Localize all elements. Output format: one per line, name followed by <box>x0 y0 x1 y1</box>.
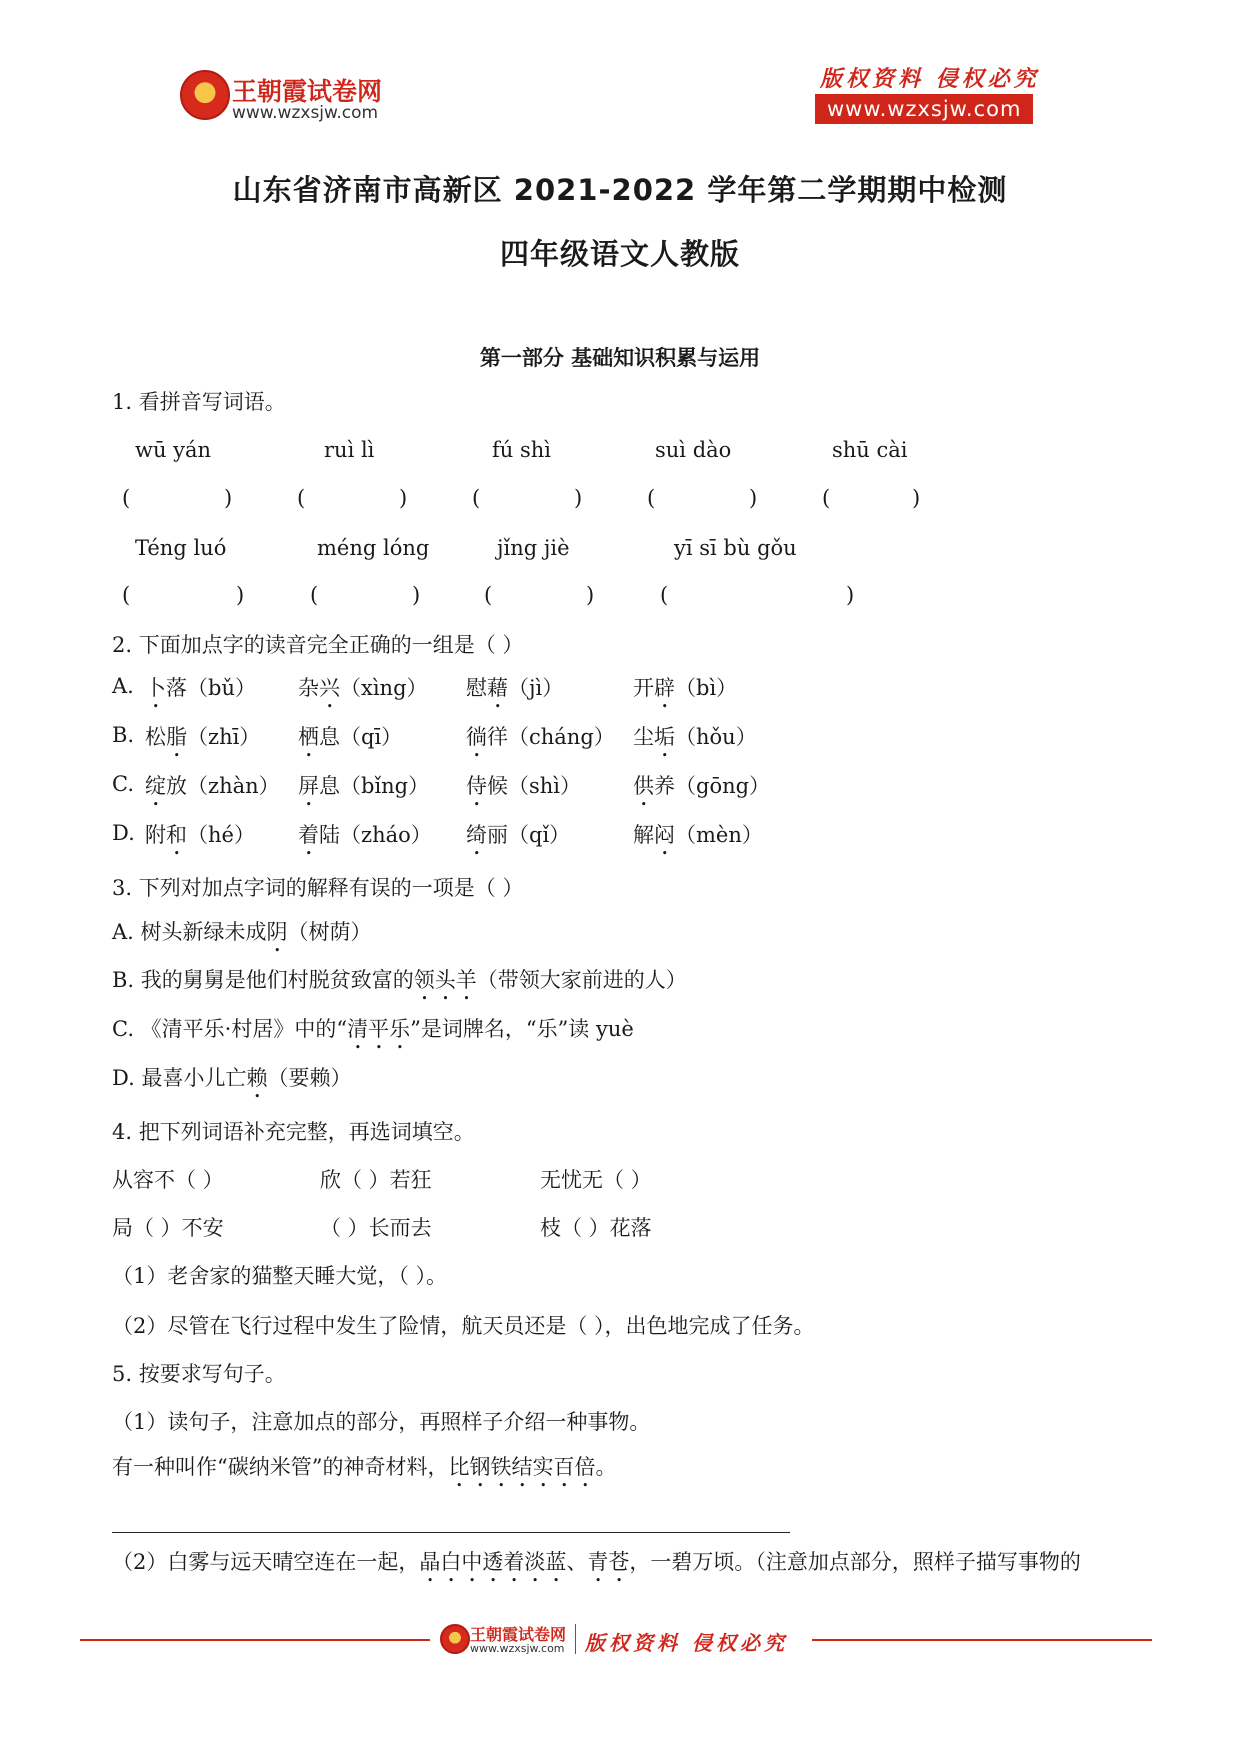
idiom-blank[interactable]: （ ）长而去 <box>320 1216 432 1240</box>
answer-blank-close: ) <box>912 486 921 510</box>
q2-option-item: 卜落（bǔ） <box>145 676 256 700</box>
q2-option-item: 慰藉（jì） <box>466 676 564 700</box>
pinyin: suì dào <box>655 438 732 462</box>
idiom-blank[interactable]: 从容不（ ） <box>112 1168 224 1192</box>
answer-blank-close: ) <box>749 486 758 510</box>
copyright-notice: 版权资料 侵权必究 <box>820 66 1040 92</box>
q2-option-item: 侍候（shì） <box>466 774 582 798</box>
answer-blank-close: ) <box>586 583 595 607</box>
q5-instruction-2: （2）白雾与远天晴空连在一起，晶白中透着淡蓝、青苍，一碧万顷。（注意加点部分，照样子描写事物的 <box>112 1550 1081 1574</box>
q3-prompt: 3. 下列对加点字词的解释有误的一项是（ ） <box>112 876 524 900</box>
q3-option-b[interactable]: B. 我的舅舅是他们村脱贫致富的领头羊（带领大家前进的人） <box>112 968 687 992</box>
q4-sentence-2[interactable]: （2）尽管在飞行过程中发生了险情，航天员还是（ ），出色地完成了任务。 <box>112 1314 815 1338</box>
q4-sentence-1[interactable]: （1）老舍家的猫整天睡大觉，（ ）。 <box>112 1264 448 1288</box>
q2-option-label[interactable]: C. <box>112 772 134 796</box>
idiom-blank[interactable]: 枝（ ）花落 <box>540 1216 652 1240</box>
pinyin: Téng luó <box>135 536 227 560</box>
q2-option-label[interactable]: B. <box>112 723 135 747</box>
q2-option-item: 绽放（zhàn） <box>145 774 280 798</box>
section-heading: 第一部分 基础知识积累与运用 <box>479 345 761 370</box>
q2-option-item: 解闷（mèn） <box>633 823 763 847</box>
q2-option-label[interactable]: A. <box>112 674 134 698</box>
footer-rule-right <box>812 1639 1152 1641</box>
answer-blank-close: ) <box>412 583 421 607</box>
answer-blank-close: ) <box>846 583 855 607</box>
footer-logo-url: www.wzxsjw.com <box>470 1642 565 1655</box>
answer-blank-open[interactable]: ( <box>647 486 656 510</box>
idiom-blank[interactable]: 无忧无（ ） <box>540 1168 652 1192</box>
footer-copyright: 版权资料 侵权必究 <box>585 1631 788 1655</box>
logo-name: 王朝霞试卷网 <box>232 77 383 106</box>
q4-prompt: 4. 把下列词语补充完整，再选词填空。 <box>112 1120 475 1144</box>
logo-emblem <box>180 70 230 120</box>
q5-prompt: 5. 按要求写句子。 <box>112 1362 286 1386</box>
pinyin: jǐng jiè <box>497 536 570 560</box>
idiom-blank[interactable]: 局（ ）不安 <box>112 1216 224 1240</box>
q2-option-item: 尘垢（hǒu） <box>633 725 757 749</box>
footer-divider <box>575 1624 576 1654</box>
q2-option-item: 徜徉（cháng） <box>466 725 615 749</box>
answer-blank-open[interactable]: ( <box>122 583 131 607</box>
q2-option-item: 着陆（zháo） <box>298 823 432 847</box>
pinyin: yī sī bù gǒu <box>674 536 797 560</box>
logo-url: www.wzxsjw.com <box>232 103 379 123</box>
footer-rule-left <box>80 1639 430 1641</box>
q3-option-c[interactable]: C. 《清平乐·村居》中的“清平乐”是词牌名，“乐”读 yuè <box>112 1017 634 1041</box>
answer-blank-open[interactable]: ( <box>310 583 319 607</box>
doc-title-line1: 山东省济南市高新区 2021-2022 学年第二学期期中检测 <box>232 173 1008 207</box>
q2-option-item: 供养（gōng） <box>633 774 771 798</box>
q3-option-d[interactable]: D. 最喜小儿亡赖（要赖） <box>112 1066 352 1090</box>
pinyin: shū cài <box>832 438 908 462</box>
q2-option-item: 开辟（bì） <box>633 676 738 700</box>
q2-option-item: 附和（hé） <box>145 823 255 847</box>
answer-blank-close: ) <box>236 583 245 607</box>
answer-blank-open[interactable]: ( <box>122 486 131 510</box>
answer-blank-close: ) <box>574 486 583 510</box>
answer-blank-open[interactable]: ( <box>822 486 831 510</box>
answer-blank-close: ) <box>224 486 233 510</box>
q2-option-item: 杂兴（xìng） <box>298 676 428 700</box>
q1-prompt: 1. 看拼音写词语。 <box>112 390 286 414</box>
answer-line[interactable] <box>112 1532 790 1533</box>
footer-logo-name: 王朝霞试卷网 <box>470 1625 567 1644</box>
answer-blank-open[interactable]: ( <box>297 486 306 510</box>
answer-blank-open[interactable]: ( <box>660 583 669 607</box>
pinyin: fú shì <box>492 438 551 462</box>
q2-option-label[interactable]: D. <box>112 821 135 845</box>
footer-logo-emblem <box>440 1624 470 1654</box>
q5-instruction-1: （1）读句子，注意加点的部分，再照样子介绍一种事物。 <box>112 1410 651 1434</box>
idiom-blank[interactable]: 欣（ ）若狂 <box>320 1168 432 1192</box>
pinyin: wū yán <box>135 438 212 462</box>
q2-option-item: 绮丽（qǐ） <box>466 823 571 847</box>
site-url-badge[interactable]: www.wzxsjw.com <box>815 94 1033 124</box>
answer-blank-open[interactable]: ( <box>472 486 481 510</box>
pinyin: méng lóng <box>317 536 430 560</box>
pinyin: ruì lì <box>324 438 375 462</box>
doc-title-line2: 四年级语文人教版 <box>499 237 740 271</box>
q2-prompt: 2. 下面加点字的读音完全正确的一组是（ ） <box>112 633 524 657</box>
q3-option-a[interactable]: A. 树头新绿未成阴（树荫） <box>112 920 372 944</box>
q2-option-item: 松脂（zhī） <box>145 725 261 749</box>
q5-example-sentence: 有一种叫作“碳纳米管”的神奇材料，比钢铁结实百倍。 <box>112 1455 617 1479</box>
answer-blank-open[interactable]: ( <box>484 583 493 607</box>
answer-blank-close: ) <box>399 486 408 510</box>
q2-option-item: 屏息（bǐng） <box>298 774 430 798</box>
q2-option-item: 栖息（qī） <box>298 725 403 749</box>
